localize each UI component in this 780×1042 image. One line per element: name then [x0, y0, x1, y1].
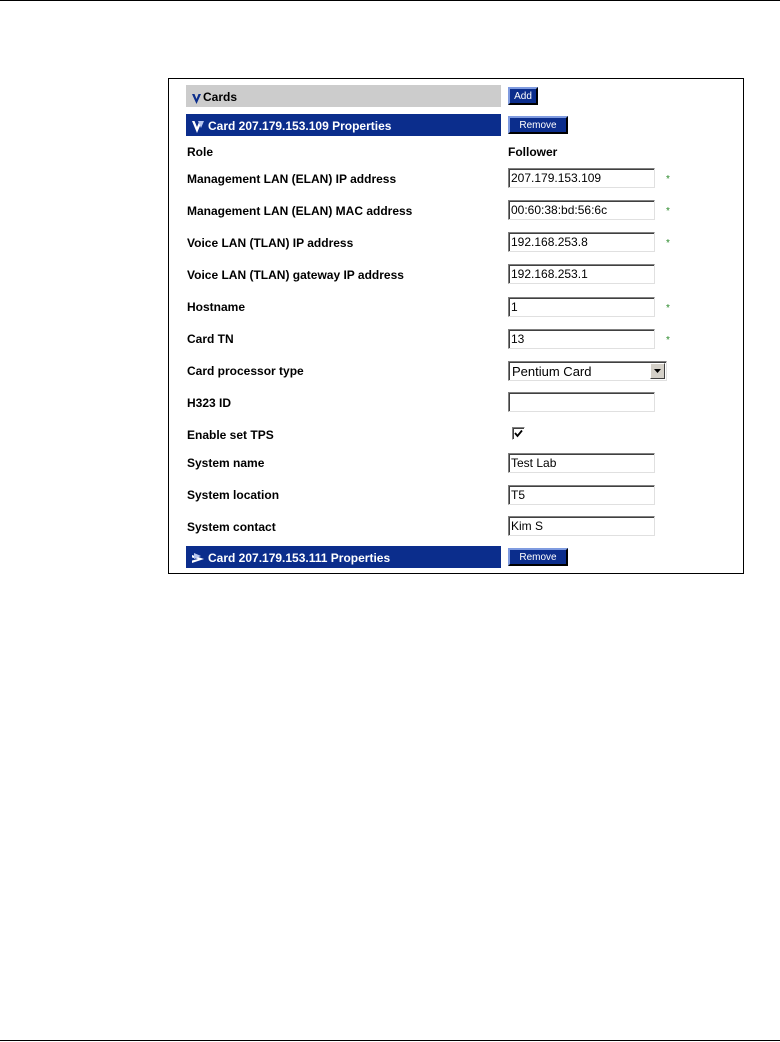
elan-ip-input[interactable]: 207.179.153.109 — [508, 168, 655, 188]
dropdown-arrow-icon[interactable] — [650, 363, 665, 379]
elan-mac-input[interactable]: 00:60:38:bd:56:6c — [508, 200, 655, 220]
elan-mac-label: Management LAN (ELAN) MAC address — [187, 204, 413, 218]
system-location-input[interactable]: T5 — [508, 485, 655, 505]
required-marker: * — [666, 174, 670, 185]
checkmark-icon — [514, 429, 523, 438]
tlan-gateway-label: Voice LAN (TLAN) gateway IP address — [187, 268, 404, 282]
remove-card-2-button[interactable]: Remove — [508, 548, 568, 566]
page-bottom-rule — [0, 1040, 780, 1041]
processor-type-select[interactable] — [508, 361, 667, 381]
system-name-label: System name — [187, 456, 265, 470]
required-marker: * — [666, 206, 670, 217]
chevron-down-icon — [192, 94, 201, 104]
card-2-header[interactable] — [186, 546, 501, 568]
page-top-rule — [0, 0, 780, 1]
enable-tps-checkbox[interactable] — [512, 427, 525, 440]
hostname-input[interactable]: 1 — [508, 297, 655, 317]
elan-ip-label: Management LAN (ELAN) IP address — [187, 172, 397, 186]
role-value: Follower — [508, 145, 558, 159]
tlan-ip-label: Voice LAN (TLAN) IP address — [187, 236, 354, 250]
system-location-label: System location — [187, 488, 280, 502]
card-tn-label: Card TN — [187, 332, 234, 346]
chevron-down-icon — [192, 121, 206, 133]
remove-card-1-button[interactable]: Remove — [508, 116, 568, 134]
tlan-ip-input[interactable]: 192.168.253.8 — [508, 232, 655, 252]
required-marker: * — [666, 303, 670, 314]
processor-type-value: Pentium Card — [512, 364, 592, 379]
required-marker: * — [666, 238, 670, 249]
card-tn-input[interactable]: 13 — [508, 329, 655, 349]
card-1-header[interactable] — [186, 114, 501, 136]
system-name-input[interactable]: Test Lab — [508, 453, 655, 473]
card-2-title: Card 207.179.153.111 Properties — [208, 551, 391, 565]
processor-type-label: Card processor type — [187, 364, 304, 378]
h323-id-label: H323 ID — [187, 396, 232, 410]
card-1-title: Card 207.179.153.109 Properties — [208, 119, 392, 133]
system-contact-input[interactable]: Kim S — [508, 516, 655, 536]
add-card-button[interactable]: Add — [508, 87, 538, 105]
role-label: Role — [187, 145, 214, 159]
required-marker: * — [666, 335, 670, 346]
cards-section-title: Cards — [203, 90, 238, 104]
hostname-label: Hostname — [187, 300, 246, 314]
chevron-right-icon — [192, 553, 206, 565]
h323-id-input[interactable] — [508, 392, 655, 412]
enable-tps-label: Enable set TPS — [187, 428, 274, 442]
cards-section-header[interactable] — [186, 85, 501, 107]
system-contact-label: System contact — [187, 520, 276, 534]
tlan-gateway-input[interactable]: 192.168.253.1 — [508, 264, 655, 284]
